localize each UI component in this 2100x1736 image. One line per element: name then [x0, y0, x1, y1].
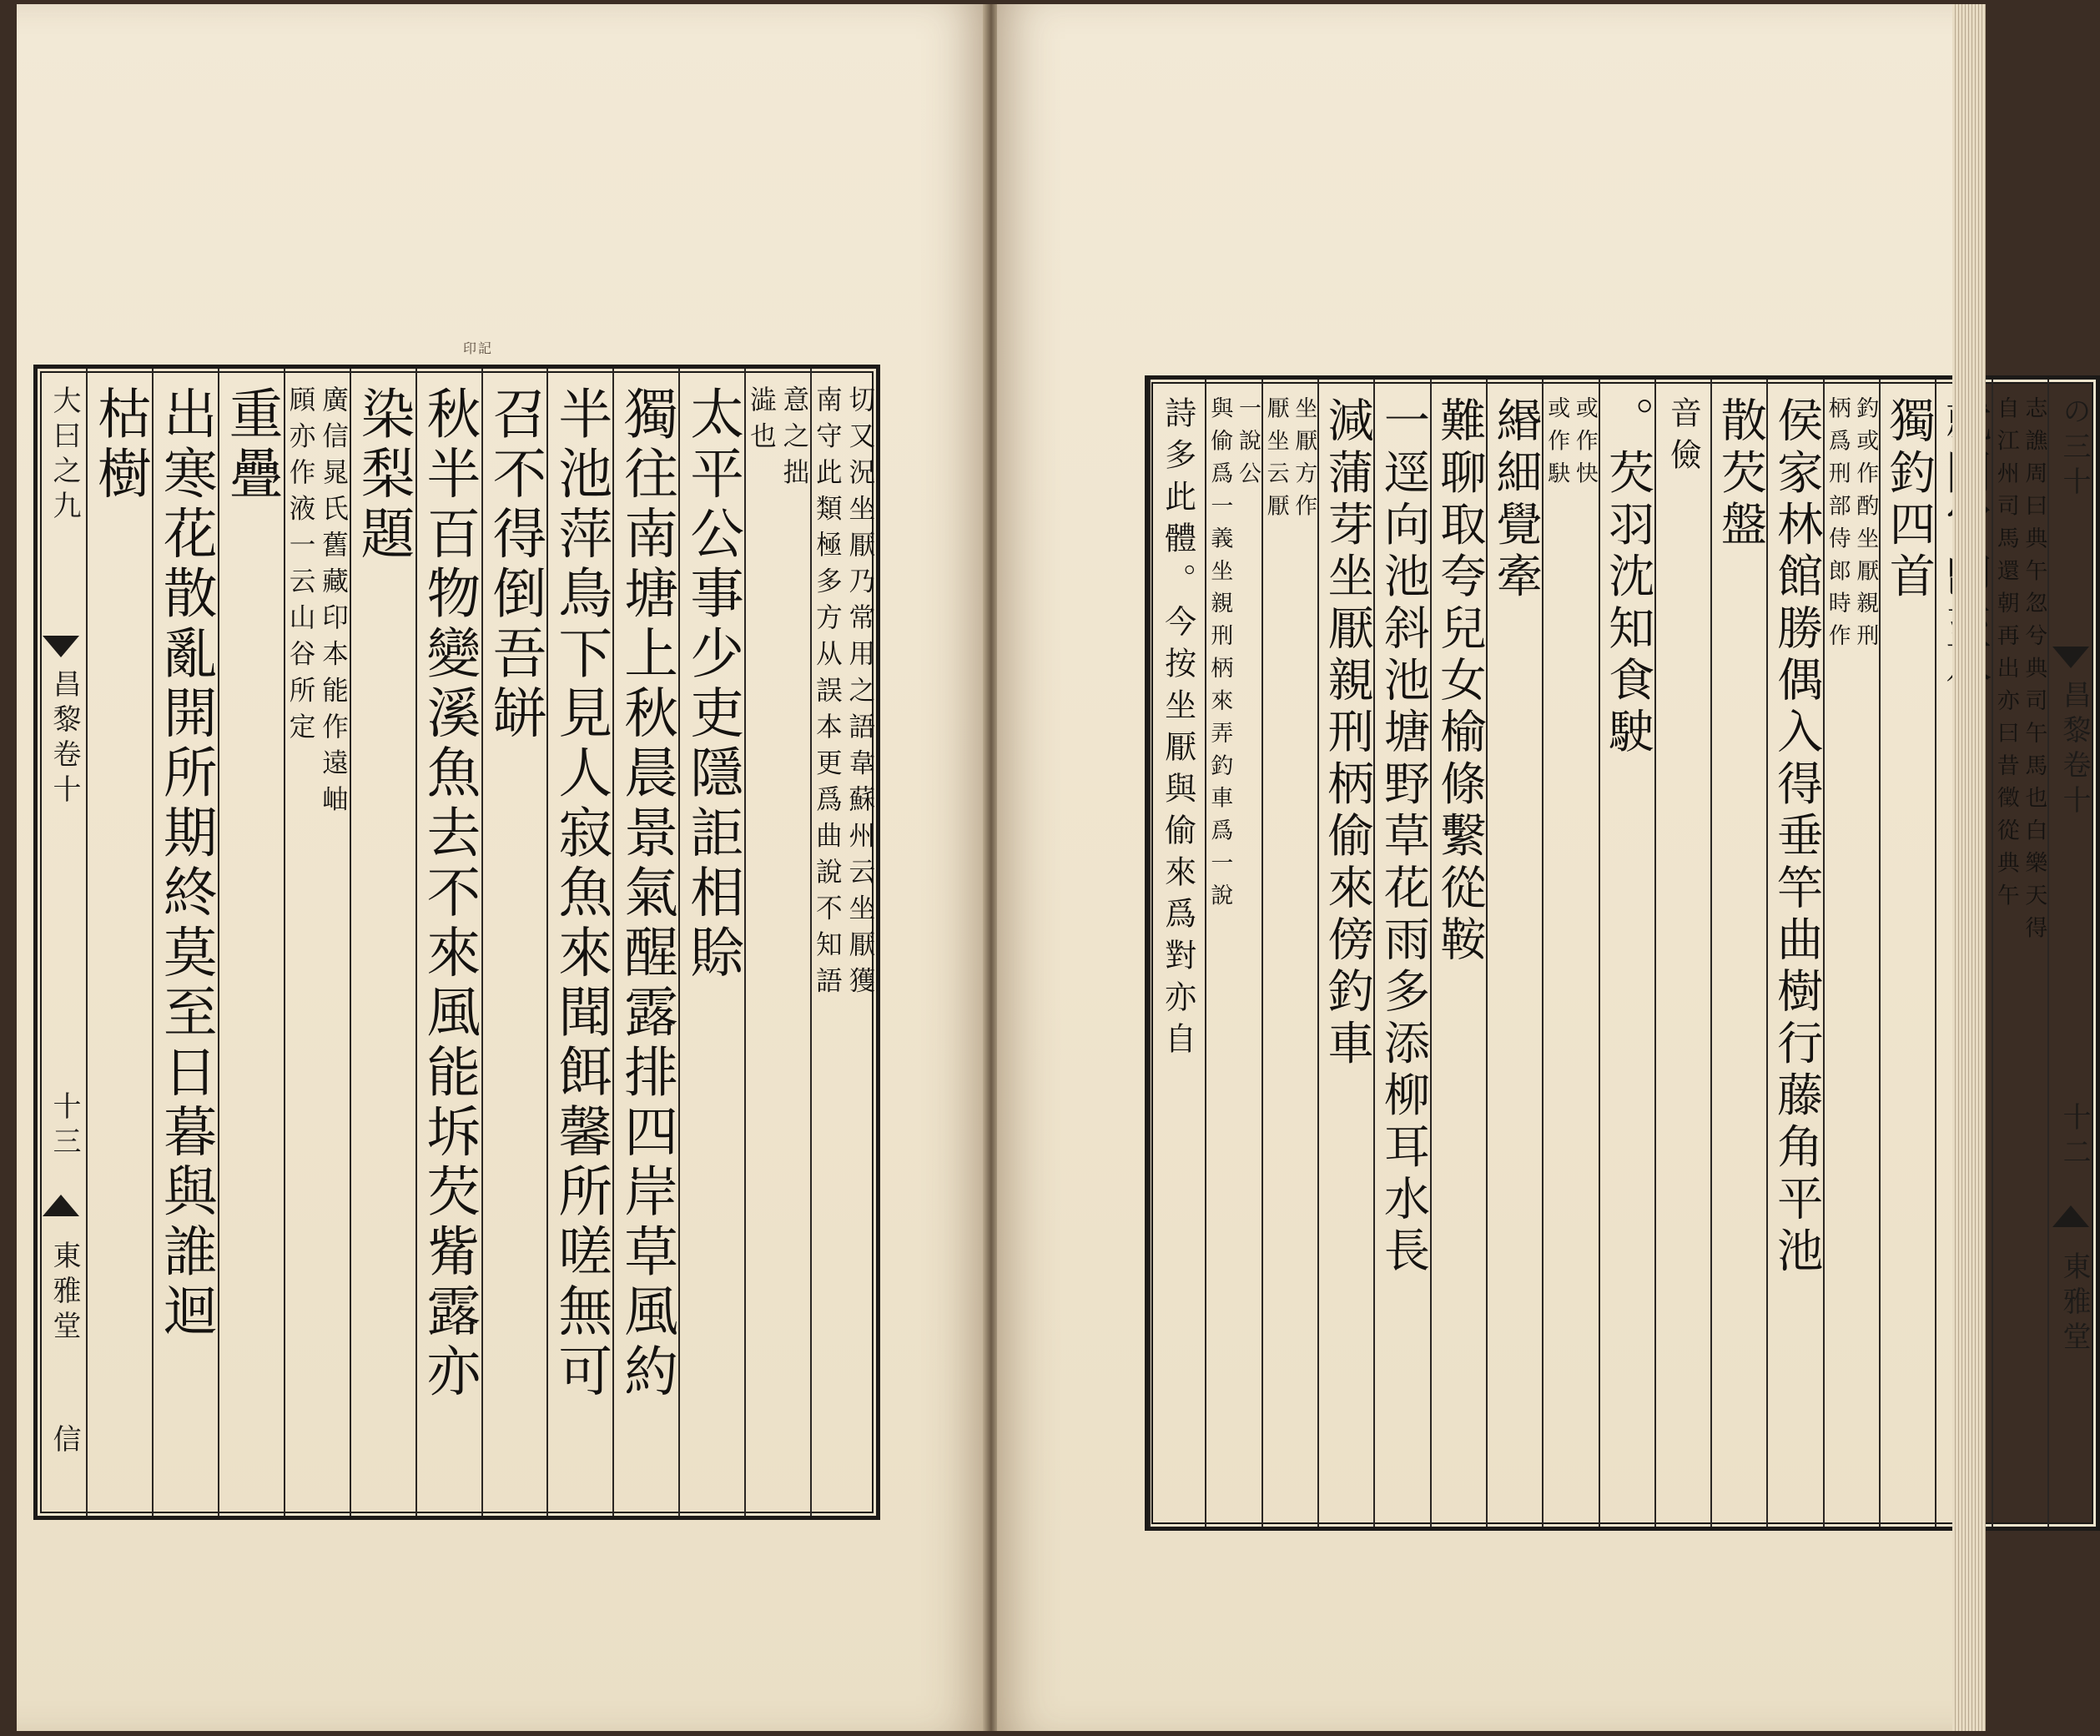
text-column: 緡細覺牽: [1488, 396, 1542, 604]
annotation-column: 音儉: [1664, 396, 1702, 480]
text-column: 。芡羽沈知食駛: [1599, 396, 1654, 760]
right-page: [997, 4, 2091, 1731]
annotation-column: 意之拙: [778, 385, 809, 495]
text-column: 召不得倒吾缾: [483, 385, 546, 745]
margin-top-label: 大曰之九: [48, 385, 81, 526]
text-column: 染梨題: [351, 385, 415, 566]
margin-page-number: 十二: [2057, 1102, 2091, 1173]
margin-bottom-label: 信: [48, 1424, 81, 1459]
text-column: 出寒花散亂開所期終莫至日暮與誰迴: [154, 385, 217, 1343]
margin-page-number: 十三: [48, 1091, 81, 1162]
annotation-column: 志譙周曰典午忽兮典司午馬也白樂天得: [2021, 396, 2047, 949]
annotation-column: 澁也: [746, 385, 777, 459]
text-column: 獨往南塘上秋晨景氣醒露排四岸草風約: [615, 385, 678, 1403]
margin-title: 昌黎卷十: [48, 669, 81, 809]
annotation-column: 廣信晁氏舊藏印本能作遠岫: [318, 385, 349, 822]
annotation-column: 南守此類極多方从誤本更爲曲說不知語: [812, 385, 843, 1004]
open-book: [17, 4, 2091, 1731]
annotation-column: 或作駃: [1544, 396, 1570, 494]
margin-hall-name: 東雅堂: [2057, 1251, 2091, 1356]
fishtail-ornament: [2052, 1205, 2089, 1227]
margin-rule: [86, 369, 88, 1516]
text-column: 重疊: [219, 385, 283, 506]
text-column: 難聊取夸兒女榆條繫從鞍: [1431, 396, 1485, 968]
text-column: 減蒲芽坐厭親刑柄偷來傍釣車: [1319, 396, 1373, 1071]
annotation-column: 釣或作酌坐厭親刑: [1852, 396, 1879, 657]
fishtail-ornament: [43, 1195, 79, 1216]
annotation-column: 自江州司馬還朝再出亦曰昔徵從典午: [1992, 396, 2019, 916]
text-column: 秋半百物變溪魚去不來風能坼芡觜露亦: [417, 385, 481, 1403]
fishtail-ornament: [2052, 647, 2089, 668]
annotation-column: 柄爲刑部侍郎時作: [1824, 396, 1851, 657]
left-page: [17, 4, 985, 1731]
annotation-column: 詩多此體。今按坐厭與偷來爲對亦自: [1159, 396, 1196, 1064]
annotation-column: 一說公: [1234, 396, 1261, 494]
annotation-column: 切又況坐厭乃常用之語韋蘇州云坐厭獲: [844, 385, 875, 1004]
seal-mark: 印記: [463, 340, 494, 356]
margin-title: 昌黎卷十: [2057, 680, 2091, 820]
text-column: 半池萍鳥下見人寂魚來聞餌馨所嗟無可: [549, 385, 612, 1403]
text-column: 散芡盤: [1712, 396, 1766, 552]
fishtail-ornament: [43, 636, 79, 657]
text-column: 一逕向池斜池塘野草花雨多添柳耳水長: [1375, 396, 1429, 1279]
text-column: 侯家林館勝偶入得垂竿曲樹行藤角平池: [1768, 396, 1822, 1279]
margin-rule: [2047, 380, 2049, 1527]
text-column: 獨釣四首: [1881, 396, 1935, 604]
margin-hall-name: 東雅堂: [48, 1240, 81, 1346]
annotation-column: 與偷爲一義坐親刑柄來弄釣車爲一說: [1206, 396, 1233, 916]
annotation-column: 頋亦作液一云山谷所定: [285, 385, 316, 749]
text-column: 枯樹: [88, 385, 151, 506]
left-text-frame: [33, 365, 880, 1520]
margin-top-label: の三十: [2057, 396, 2091, 501]
annotation-column: 或作快: [1571, 396, 1598, 494]
page-edges: [1952, 4, 1986, 1731]
text-column: 太平公事少吏隱詎相賒: [681, 385, 744, 984]
annotation-column: 厭坐云厭: [1262, 396, 1289, 526]
annotation-column: 坐厭方作: [1291, 396, 1317, 526]
